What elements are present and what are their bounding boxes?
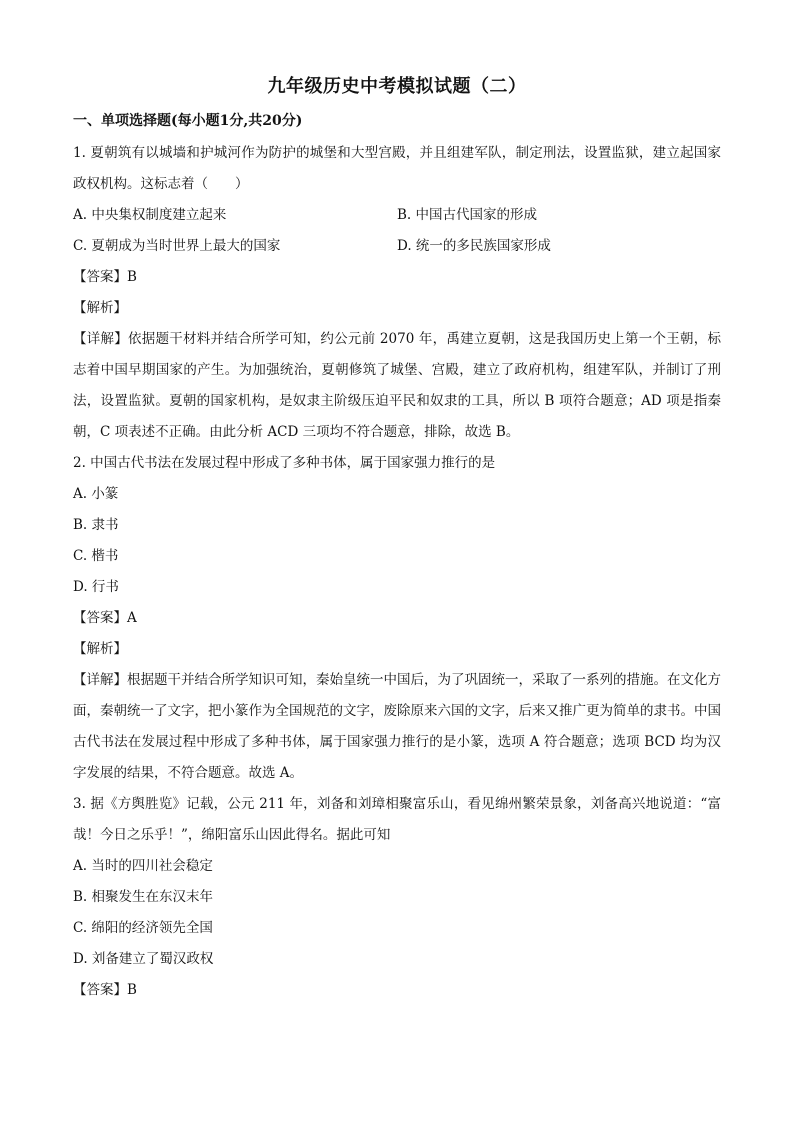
- question-2-stem: 2. 中国古代书法在发展过程中形成了多种书体，属于国家强力推行的是: [73, 455, 496, 471]
- question-1-stem: 1. 夏朝筑有以城墙和护城河作为防护的城堡和大型宫殿，并且组建军队，制定刑法，设置监狱，建立起国家政权机构。这标志着（ ）: [73, 145, 721, 192]
- question-1-answer: 【答案】B: [73, 269, 137, 285]
- questions-body: [73, 138, 721, 1006]
- question-3-option-c: C. 绵阳的经济领先全国: [73, 920, 213, 936]
- section-heading: 一、单项选择题(每小题1分,共20分): [73, 113, 303, 129]
- question-1-options-row-1: [73, 200, 721, 231]
- page-title: 九年级历史中考模拟试题（二）: [267, 76, 527, 97]
- question-2-answer: 【答案】A: [73, 610, 137, 626]
- question-2-detail: 【详解】根据题干并结合所学知识可知，秦始皇统一中国后，为了巩固统一，采取了一系列的措施。在文化方面，秦朝统一了文字，把小篆作为全国规范的文字，废除原来六国的文字，后来又推广更为简单的隶书。中国古代书法在发展过程中形成了多种书体，属于国家强力推行的是小篆，选项 A 符合题意；选项 BCD 均为汉字发展的结果，不符合题意。故选 A。: [73, 672, 721, 781]
- question-3-option-b: B. 相聚发生在东汉末年: [73, 889, 214, 905]
- question-2-analysis-label: 【解析】: [73, 641, 127, 657]
- question-1-detail: 【详解】依据题干材料并结合所学可知，约公元前 2070 年，禹建立夏朝，这是我国历史上第一个王朝，标志着中国早期国家的产生。为加强统治，夏朝修筑了城堡、宫殿，建立了政府机构，组建军队，并制订了刑法，设置监狱。夏朝的国家机构，是奴隶主阶级压迫平民和奴隶的工具，所以 B 项符合题意；AD 项是指秦朝，C 项表述不正确。由此分析 ACD 三项均不符合题意，排除，故选 B。: [73, 331, 721, 440]
- question-3-answer: 【答案】B: [73, 982, 137, 998]
- question-3-option-a: A. 当时的四川社会稳定: [73, 858, 213, 874]
- question-2-option-c: C. 楷书: [73, 548, 119, 564]
- question-1-analysis-label: 【解析】: [73, 300, 127, 316]
- question-3-option-d: D. 刘备建立了蜀汉政权: [73, 951, 214, 967]
- question-2-option-b: B. 隶书: [73, 517, 119, 533]
- question-1-option-c: C. 夏朝成为当时世界上最大的国家: [73, 238, 281, 254]
- question-1-options-row-2: [73, 231, 721, 262]
- question-2-option-d: D. 行书: [73, 579, 119, 595]
- question-3-stem: 3. 据《方舆胜览》记载，公元 211 年，刘备和刘璋相聚富乐山，看见绵州繁荣景象，刘备高兴地说道：“富哉！今日之乐乎！”，绵阳富乐山因此得名。据此可知: [73, 796, 721, 843]
- question-1-option-b: B. 中国古代国家的形成: [397, 207, 538, 223]
- question-1-option-d: D. 统一的多民族国家形成: [397, 238, 551, 254]
- question-1-option-a: A. 中央集权制度建立起来: [73, 207, 227, 223]
- question-2-option-a: A. 小篆: [73, 486, 119, 502]
